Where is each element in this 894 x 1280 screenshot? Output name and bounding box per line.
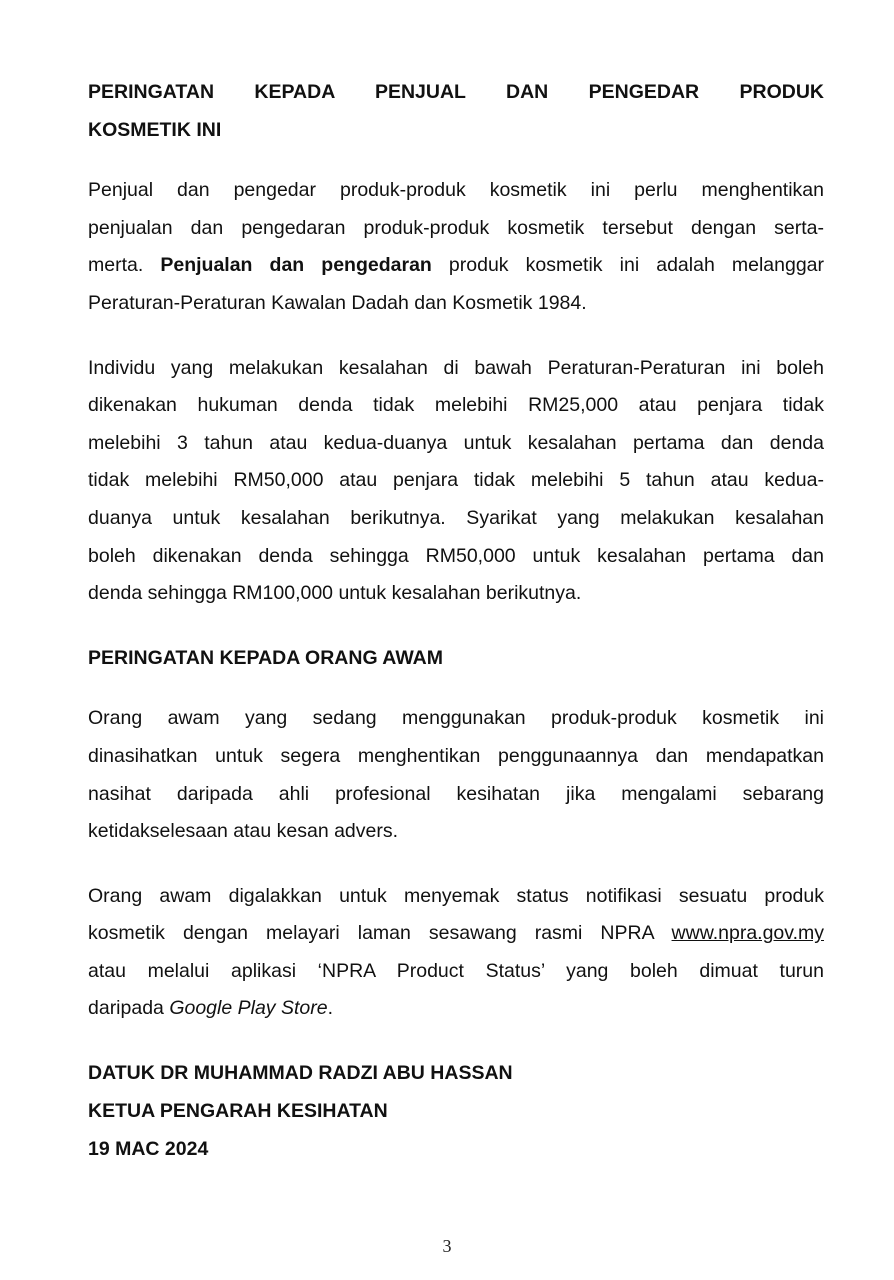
- paragraph-line: ketidakselesaan atau kesan advers.: [88, 820, 399, 843]
- signature-block: [88, 1054, 824, 1168]
- paragraph-line: [88, 990, 824, 1028]
- document-date: 19 MAC 2024: [88, 1138, 209, 1161]
- heading-public-warning: [88, 640, 824, 678]
- heading-line: PERINGATAN KEPADA PENJUAL DAN PENGEDAR PRODUK: [88, 81, 824, 103]
- heading-sellers-warning: [88, 74, 824, 149]
- paragraph-line: Individu yang melakukan kesalahan di bawah Peraturan-Peraturan ini boleh: [88, 356, 824, 379]
- paragraph-line: boleh dikenakan denda sehingga RM50,000 untuk kesalahan pertama dan: [88, 544, 824, 567]
- paragraph-sellers: [88, 172, 824, 322]
- paragraph-line: [88, 915, 824, 953]
- paragraph-public-check: [88, 878, 824, 1028]
- paragraph-line: tidak melebihi RM50,000 atau penjara tidak melebihi 5 tahun atau kedua-: [88, 469, 824, 492]
- paragraph-line: Orang awam yang sedang menggunakan produk-produk kosmetik ini: [88, 707, 824, 730]
- paragraph-line: dikenakan hukuman denda tidak melebihi RM25,000 atau penjara tidak: [88, 394, 824, 417]
- text-run: produk kosmetik ini adalah melanggar: [448, 254, 824, 277]
- paragraph-line: atau melalui aplikasi ‘NPRA Product Status’ yang boleh dimuat turun: [88, 959, 824, 982]
- heading-line: KOSMETIK INI: [88, 118, 222, 141]
- heading-line: PERINGATAN KEPADA ORANG AWAM: [88, 646, 443, 669]
- text-run: .: [327, 997, 334, 1020]
- bold-text: Penjualan dan pengedaran: [160, 254, 432, 277]
- paragraph-line: nasihat daripada ahli profesional kesihatan jika mengalami sebarang: [88, 782, 824, 805]
- paragraph-line: denda sehingga RM100,000 untuk kesalahan berikutnya.: [88, 582, 582, 605]
- text-run: kosmetik dengan melayari laman sesawang rasmi NPRA: [88, 922, 654, 945]
- text-run: merta.: [88, 254, 144, 277]
- signatory-title: KETUA PENGARAH KESIHATAN: [88, 1100, 388, 1123]
- paragraph-line: Orang awam digalakkan untuk menyemak status notifikasi sesuatu produk: [88, 884, 824, 907]
- text-run: daripada: [88, 997, 164, 1020]
- npra-website-link[interactable]: www.npra.gov.my: [671, 922, 824, 945]
- page-number: 3: [442, 1236, 452, 1256]
- paragraph-line: melebihi 3 tahun atau kedua-duanya untuk kesalahan pertama dan denda: [88, 431, 824, 454]
- paragraph-line: Penjual dan pengedar produk-produk kosmetik ini perlu menghentikan: [88, 179, 824, 202]
- paragraph-line: Peraturan-Peraturan Kawalan Dadah dan Kosmetik 1984.: [88, 291, 587, 314]
- paragraph-line: duanya untuk kesalahan berikutnya. Syarikat yang melakukan kesalahan: [88, 506, 824, 529]
- paragraph-public-advice: [88, 700, 824, 850]
- paragraph-penalty: [88, 350, 824, 613]
- document-page: [88, 74, 824, 1168]
- paragraph-line: penjualan dan pengedaran produk-produk kosmetik tersebut dengan serta-: [88, 216, 824, 239]
- paragraph-line: dinasihatkan untuk segera menghentikan penggunaannya dan mendapatkan: [88, 744, 824, 767]
- signatory-name: DATUK DR MUHAMMAD RADZI ABU HASSAN: [88, 1062, 513, 1085]
- paragraph-line: [88, 247, 824, 285]
- italic-text: Google Play Store: [169, 997, 328, 1020]
